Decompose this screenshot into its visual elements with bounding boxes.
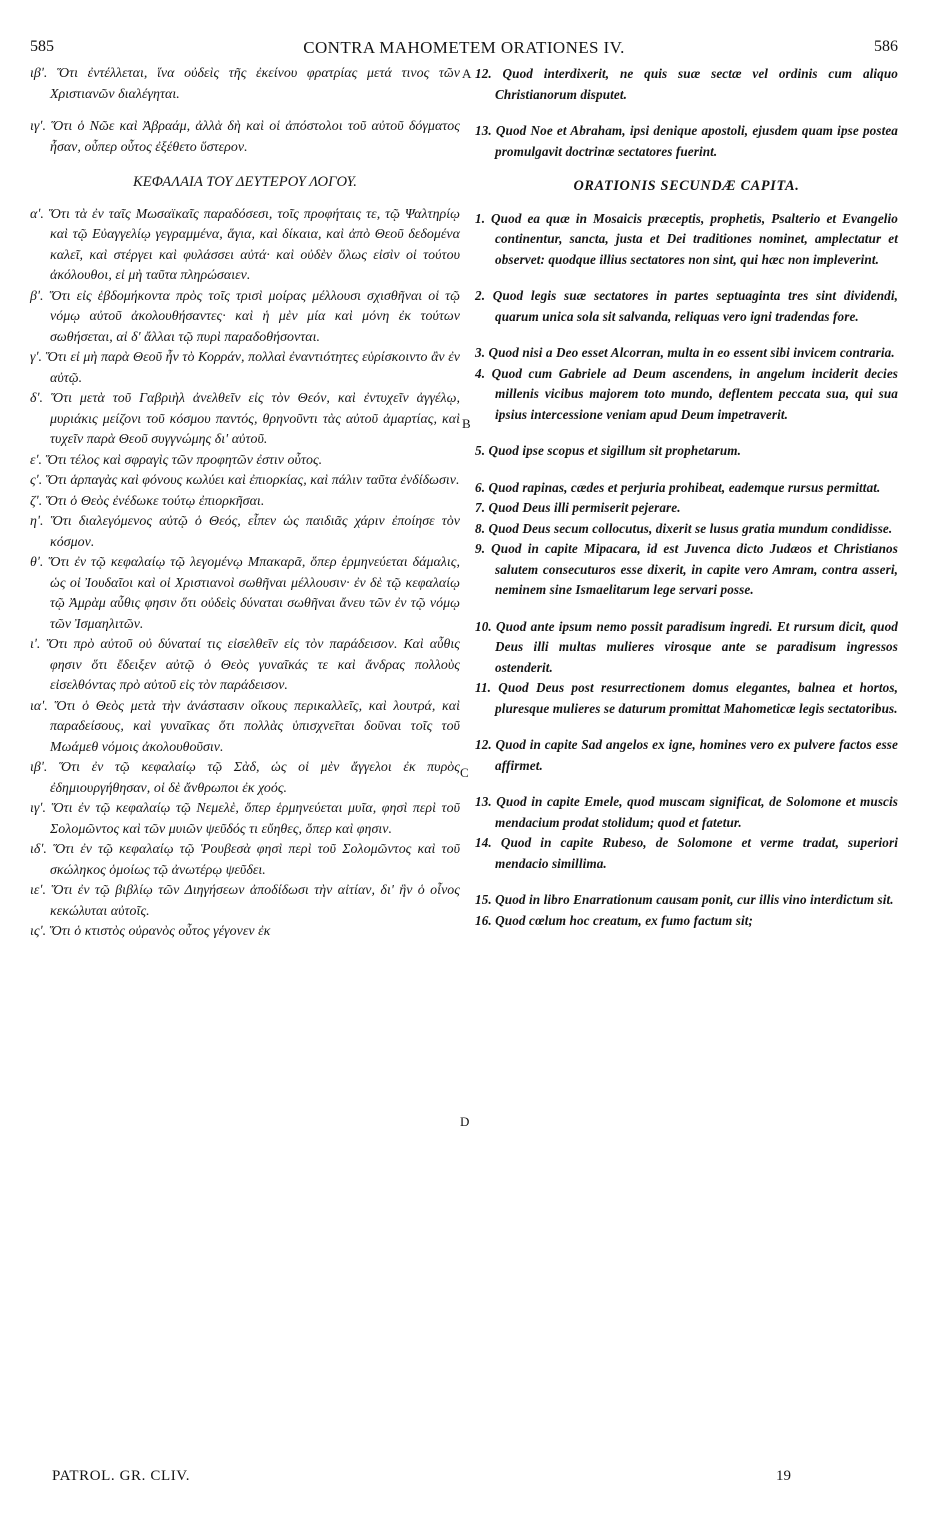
greek-chapter-16: ιςʹ. Ὅτι ὁ κτιστὸς οὐρανὸς οὗτος γέγονεν ἐκ (30, 924, 271, 939)
footer-signature: 19 (776, 1468, 791, 1484)
greek-paragraph-12: ιβʹ. Ὅτι ἐντέλλεται, ἵνα οὐδεὶς τῆς ἐκείνου φρατρίας μετά τινος τῶν Χριστιανῶν διαλέγηται. (30, 66, 460, 102)
greek-chapter-14: ιδʹ. Ὅτι ἐν τῷ κεφαλαίῳ τῷ Ῥουβεσὰ φησὶ περὶ τοῦ Σολομῶντος καὶ τοῦ σκώληκος ὁμοίως τῷ ἀνωτέρῳ ψεῦδει. (30, 842, 460, 878)
greek-chapter-15: ιεʹ. Ὅτι ἐν τῷ βιβλίῳ τῶν Διηγήσεων ἀποδίδωσι τὴν αἰτίαν, δι' ἣν ὁ οἶνος κεκώλυται αὐτοῖς. (30, 883, 460, 919)
latin-column (475, 64, 898, 931)
greek-chapter-3: γʹ. Ὅτι εἰ μὴ παρὰ Θεοῦ ἦν τὸ Κορράν, πολλαὶ ἐναντιότητες εὑρίσκοιντο ἂν ἐν αὐτῷ. (30, 350, 460, 386)
latin-chapter-heading: ORATIONIS SECUNDÆ CAPITA. (573, 178, 800, 194)
latin-chapter-11: 11. Quod Deus post resurrectionem domus elegantes, balnea et hortos, pluresque mulieres se daturum promittat Mahometicæ legis sectatoribus. (475, 680, 898, 716)
running-title: CONTRA MAHOMETEM ORATIONES IV. (303, 38, 625, 57)
greek-chapter-8: ηʹ. Ὅτι διαλεγόμενος αὐτῷ ὁ Θεός, εἶπεν ὡς παιδιᾶς χάριν ἐποίησε τὸν κόσμον. (30, 514, 460, 550)
running-header (30, 38, 898, 64)
footer-volume: PATROL. GR. CLIV. (52, 1468, 191, 1484)
latin-chapter-1: 1. Quod ea quæ in Mosaicis præceptis, prophetis, Psalterio et Evangelio continentur, sancta, justa et Dei traditiones nominet, amplectatur et observet: quodque illius sectatores non sint, qui hæc non impleverint. (475, 210, 898, 267)
latin-chapter-5: 5. Quod ipse scopus et sigillum sit prophetarum. (475, 443, 742, 458)
margin-letter-b: B (462, 416, 471, 431)
margin-letter-d: D (460, 1114, 470, 1129)
latin-chapter-6: 6. Quod rapinas, cædes et perjuria prohibeat, eademque rursus permittat. (475, 479, 881, 495)
latin-chapter-4: 4. Quod cum Gabriele ad Deum ascendens, in angelum inciderit decies millenis vicibus majorem toto mundo, deflentem peccata sua, qui sua ipsius intercessione veniam apud Deum impetraverit. (475, 365, 898, 422)
latin-chapter-2: 2. Quod legis suæ sectatores in partes septuaginta tres sint dividendi, quarum unica sola sit salvanda, reliquas vero igni tradendas fore. (475, 288, 898, 324)
greek-column (30, 64, 460, 943)
greek-chapter-6: ςʹ. Ὅτι ἁρπαγὰς καὶ φόνους κωλύει καὶ ἐπιορκίας, καὶ πάλιν ταῦτα ἐνδίδωσιν. (30, 473, 460, 488)
latin-chapter-16: 16. Quod cœlum hoc creatum, ex fumo factum sit; (475, 912, 753, 928)
margin-letter-c: C (460, 765, 469, 780)
latin-chapter-7: 7. Quod Deus illi permiserit pejerare. (475, 500, 681, 515)
latin-chapter-9: 9. Quod in capite Mipacara, id est Juvenca dicto Judæos et Christianos salutem consecuturos esse dixerit, in capite vero Amram, contra asseri, neminem sine Ismaelitarum lege servari posse. (475, 541, 898, 597)
greek-chapter-12: ιβʹ. Ὅτι ἐν τῷ κεφαλαίῳ τῷ Σὰδ, ὡς οἱ μὲν ἄγγελοι ἐκ πυρὸς ἐδημιουργήθησαν, οἱ δὲ ἄνθρωποι ἐκ χοός. (30, 760, 460, 796)
latin-chapter-15: 15. Quod in libro Enarrationum causam ponit, cur illis vino interdictum sit. (475, 892, 894, 907)
greek-chapter-4: δʹ. Ὅτι μετὰ τοῦ Γαβριὴλ ἀνελθεῖν εἰς τὸν Θεόν, καὶ ἐντυχεῖν ἀγγέλῳ, μυριάκις μείζονι τοῦ κόσμου παντός, θρηνοῦντι τὰς αὐτοῦ ἁμαρτίας, καὶ τυχεῖν παρὰ Θεοῦ συγγνώμης δι' αὐτοῦ. (30, 391, 460, 447)
greek-chapter-2: βʹ. Ὅτι εἰς ἑβδομήκοντα πρὸς τοῖς τρισὶ μοίρας μέλλουσι σχισθῆναι οἱ τῷ νόμῳ αὐτοῦ ἀκολουθήσαντες· καὶ ἡ μὲν μία καὶ μόνη ἐκ τούτων σωθήσεται, αἱ δ' ἄλλαι τῷ πυρὶ παραδοθήσονται. (30, 288, 460, 345)
latin-chapter-14: 14. Quod in capite Rubeso, de Solomone et verme tradat, superiori mendacio simillima. (475, 835, 898, 871)
greek-chapter-heading: ΚΕΦΑΛΑΙΑ ΤΟΥ ΔΕΥΤΕΡΟΥ ΛΟΓΟΥ. (133, 174, 357, 190)
latin-paragraph-12: 12. Quod interdixerit, ne quis suæ sectæ vel ordinis cum aliquo Christianorum disputet. (475, 66, 898, 102)
greek-paragraph-13: ιγʹ. Ὅτι ὁ Νῶε καὶ Ἀβραάμ, ἀλλὰ δὴ καὶ οἱ ἀπόστολοι τοῦ αὐτοῦ δόγματος ἦσαν, οὗπερ οὗτος ἐξέθετο ὕστερον. (30, 119, 460, 155)
greek-chapter-10: ιʹ. Ὅτι πρὸ αὐτοῦ οὐ δύναταί τις εἰσελθεῖν εἰς τὸν παράδεισον. Καὶ αὖθις φησιν ὅτι ἔδειξεν αὐτῷ ὁ Θεὸς γυναῖκάς τε καὶ ἄνδρας πολλοὺς εἰσελθόντας πρὸ αὐτοῦ εἰς τὸν παράδεισον. (30, 637, 460, 693)
page-number-left: 585 (30, 38, 54, 55)
greek-chapter-11: ιαʹ. Ὅτι ὁ Θεὸς μετὰ τὴν ἀνάστασιν οἴκους περικαλλεῖς, καὶ λουτρά, καὶ παραδείσους, καὶ γυναῖκας ὅτι πολλὰς ὑπισχνεῖται δοῦναι τοῖς τοῦ Μωάμεθ νόμοις ἀκολουθοῦσιν. (30, 698, 460, 755)
greek-chapter-13: ιγʹ. Ὅτι ἐν τῷ κεφαλαίῳ τῷ Νεμελὲ, ὅπερ ἑρμηνεύεται μυῖα, φησὶ περὶ τοῦ Σολομῶντος καὶ τῶν μυιῶν ψεῦδός τι εὔηθες, ὅπερ καὶ φησιν. (30, 801, 460, 837)
latin-chapter-13: 13. Quod in capite Emele, quod muscam significat, de Solomone et muscis mendacium prodat stolidum; quod et fatetur. (475, 794, 898, 830)
latin-chapter-10: 10. Quod ante ipsum nemo possit paradisum ingredi. Et rursum dicit, quod Deus illi multas mulieres virosque ante se paradisum ingressos ostenderit. (475, 618, 898, 675)
latin-chapter-3: 3. Quod nisi a Deo esset Alcorran, multa in eo essent sibi invicem contraria. (475, 345, 895, 360)
latin-paragraph-13: 13. Quod Noe et Abraham, ipsi denique apostoli, ejusdem quam ipse postea promulgavit doctrinæ sectatores fuerint. (475, 123, 898, 159)
latin-chapter-12: 12. Quod in capite Sad angelos ex igne, homines vero ex pulvere factos esse affirmet. (475, 737, 898, 773)
margin-letter-a: A (462, 66, 472, 81)
latin-chapter-8: 8. Quod Deus secum collocutus, dixerit se lusus gratia mundum condidisse. (475, 520, 893, 536)
greek-chapter-5: εʹ. Ὅτι τέλος καὶ σφραγὶς τῶν προφητῶν ἐστιν οὗτος. (30, 452, 323, 468)
greek-chapter-7: ζʹ. Ὅτι ὁ Θεὸς ἐνέδωκε τούτῳ ἐπιορκῆσαι. (30, 493, 265, 509)
page-number-right: 586 (874, 38, 898, 55)
greek-chapter-9: θʹ. Ὅτι ἐν τῷ κεφαλαίῳ τῷ λεγομένῳ Μπακαρᾶ, ὅπερ ἑρμηνεύεται δάμαλις, ὡς οἱ Ἰουδαῖοι καὶ οἱ Χριστιανοὶ σωθῆναι μέλλουσιν· ἐν δὲ τῷ κεφαλαίῳ τῷ Ἀμρὰμ αὖθις φησιν ὅτι οὐδεὶς δύναται σωθῆναι ἄνευ τῶν ἐν τῷ νόμῳ τῶν Ἰσμαηλιτῶν. (30, 555, 460, 632)
greek-chapter-1: αʹ. Ὅτι τὰ ἐν ταῖς Μωσαϊκαῖς παραδόσεσι, τοῖς προφήταις τε, τῷ Ψαλτηρίῳ καὶ τῷ Εὐαγγελίῳ γεγραμμένα, ἅγια, καὶ δίκαια, καὶ ἀπὸ Θεοῦ δεδομένα καλεῖ, καὶ στέργει καὶ φυλάσσει αὐτά· καὶ οὐδὲν ὅλως εἰσὶν οἱ τούτου ἀκόλουθοι, εἰ μὴ ταῦτα πληρώσαιεν. (30, 206, 460, 283)
